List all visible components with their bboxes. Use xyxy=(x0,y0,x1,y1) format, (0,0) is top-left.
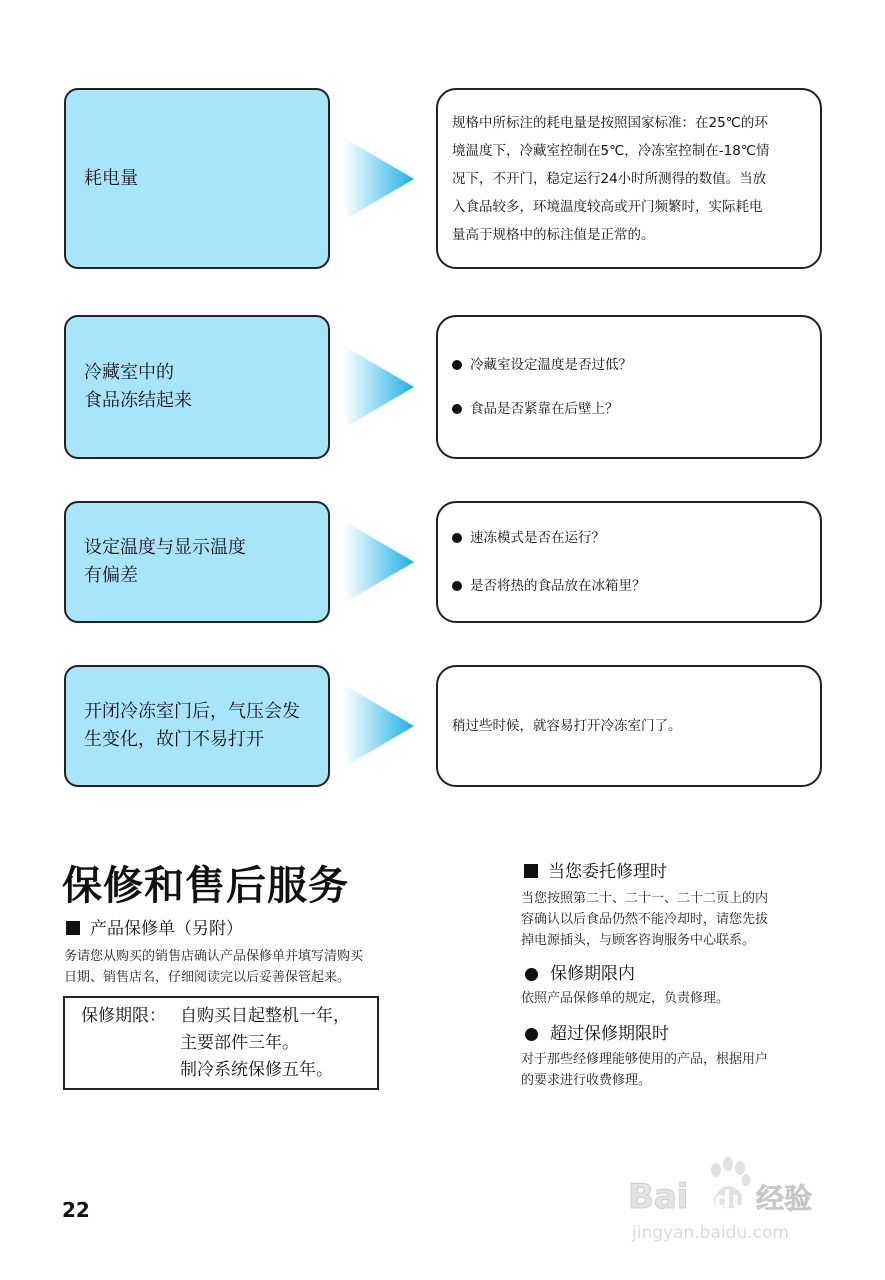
square-bullet-icon xyxy=(524,864,538,878)
period-line: 制冷系统保修五年。 xyxy=(180,1060,333,1080)
page-number: 22 xyxy=(62,1198,90,1222)
question-line: 有偏差 xyxy=(84,565,138,586)
beyond-period-body xyxy=(521,1049,768,1091)
question-box-power-consumption xyxy=(64,88,330,269)
arrow-icon xyxy=(344,521,414,603)
beyond-period-heading xyxy=(525,1023,669,1045)
answer-line: 况下，不开门，稳定运行24小时所测得的数值。当放 xyxy=(452,170,767,187)
svg-text:Bai: Bai xyxy=(628,1177,689,1217)
body-line: 日期、销售店名，仔细阅读完以后妥善保管起来。 xyxy=(64,970,351,985)
answer-line: 入食品较多，环境温度较高或开门频繁时，实际耗电 xyxy=(452,198,763,215)
body-line: 掉电源插头，与顾客咨询服务中心联系。 xyxy=(521,933,756,948)
body-line: 依照产品保修单的规定，负责修理。 xyxy=(521,991,730,1006)
repair-request-heading xyxy=(524,861,667,883)
question-box-temp-deviation xyxy=(64,501,330,623)
question-line: 开闭冷冻室门后，气压会发 xyxy=(84,701,300,722)
question-box-food-frozen xyxy=(64,315,330,459)
answer-bullet xyxy=(452,572,808,600)
period-line: 主要部件三年。 xyxy=(180,1033,299,1053)
question-line: 耗电量 xyxy=(84,167,138,189)
warranty-card-body xyxy=(64,946,363,988)
answer-line: 量高于规格中的标注值是正常的。 xyxy=(452,226,655,243)
answer-bullet xyxy=(452,351,808,379)
answer-box-power-consumption xyxy=(436,88,822,269)
arrow-icon xyxy=(344,346,414,428)
body-line: 对于那些经修理能够使用的产品，根据用户 xyxy=(521,1052,769,1067)
heading-text: 超过保修期限时 xyxy=(550,1024,669,1044)
answer-text: 速冻模式是否在运行？ xyxy=(470,530,605,546)
body-line: 容确认以后食品仍然不能冷却时，请您先拔 xyxy=(521,912,769,927)
bullet-icon xyxy=(452,533,462,543)
section-title: 保修和售后服务 xyxy=(62,863,349,909)
warranty-period-box xyxy=(63,996,379,1090)
question-line: 设定温度与显示温度 xyxy=(84,537,246,558)
heading-text: 产品保修单（另附） xyxy=(90,919,243,939)
body-line: 务请您从购买的销售店确认产品保修单并填写清购买 xyxy=(64,949,364,964)
svg-text:jingyan.baidu.com: jingyan.baidu.com xyxy=(632,1223,789,1243)
svg-text:du: du xyxy=(714,1186,749,1214)
question-line: 食品冻结起来 xyxy=(84,390,192,411)
warranty-period-label: 保修期限： xyxy=(81,1006,166,1026)
answer-bullet xyxy=(452,524,808,552)
svg-text:经验: 经验 xyxy=(756,1182,813,1215)
within-period-heading xyxy=(525,963,635,985)
warranty-period-lines xyxy=(180,1003,350,1084)
within-period-body xyxy=(521,988,729,1009)
square-bullet-icon xyxy=(66,921,80,935)
answer-text: 冷藏室设定温度是否过低？ xyxy=(470,357,632,373)
answer-text: 是否将热的食品放在冰箱里？ xyxy=(470,578,646,594)
bullet-icon xyxy=(525,968,538,981)
answer-box-food-frozen xyxy=(436,315,822,459)
period-line: 自购买日起整机一年， xyxy=(180,1006,350,1026)
body-line: 当您按照第二十、二十一、二十二页上的内 xyxy=(521,891,769,906)
answer-bullet xyxy=(452,395,808,423)
arrow-icon xyxy=(344,685,414,767)
bullet-icon xyxy=(452,581,462,591)
question-line: 冷藏室中的 xyxy=(84,362,174,383)
answer-box-temp-deviation xyxy=(436,501,822,623)
bullet-icon xyxy=(452,404,462,414)
heading-text: 保修期限内 xyxy=(550,964,635,984)
body-line: 的要求进行收费修理。 xyxy=(521,1073,652,1088)
heading-text: 当您委托修理时 xyxy=(548,862,667,882)
question-line: 生变化，故门不易打开 xyxy=(84,729,264,750)
answer-line: 境温度下，冷藏室控制在5℃，冷冻室控制在-18℃情 xyxy=(452,142,770,159)
answer-text: 食品是否紧靠在后壁上？ xyxy=(470,401,619,417)
warranty-card-heading xyxy=(66,918,243,940)
repair-request-body xyxy=(521,888,768,951)
answer-box-door-hard-to-open xyxy=(436,665,822,787)
baidu-jingyan-watermark-logo xyxy=(628,1152,833,1248)
arrow-icon xyxy=(344,138,414,220)
answer-line: 稍过些时候，就容易打开冷冻室门了。 xyxy=(452,718,682,734)
bullet-icon xyxy=(452,360,462,370)
question-box-door-hard-to-open xyxy=(64,665,330,787)
bullet-icon xyxy=(525,1028,538,1041)
answer-line: 规格中所标注的耗电量是按照国家标准：在25℃的环 xyxy=(452,114,768,131)
